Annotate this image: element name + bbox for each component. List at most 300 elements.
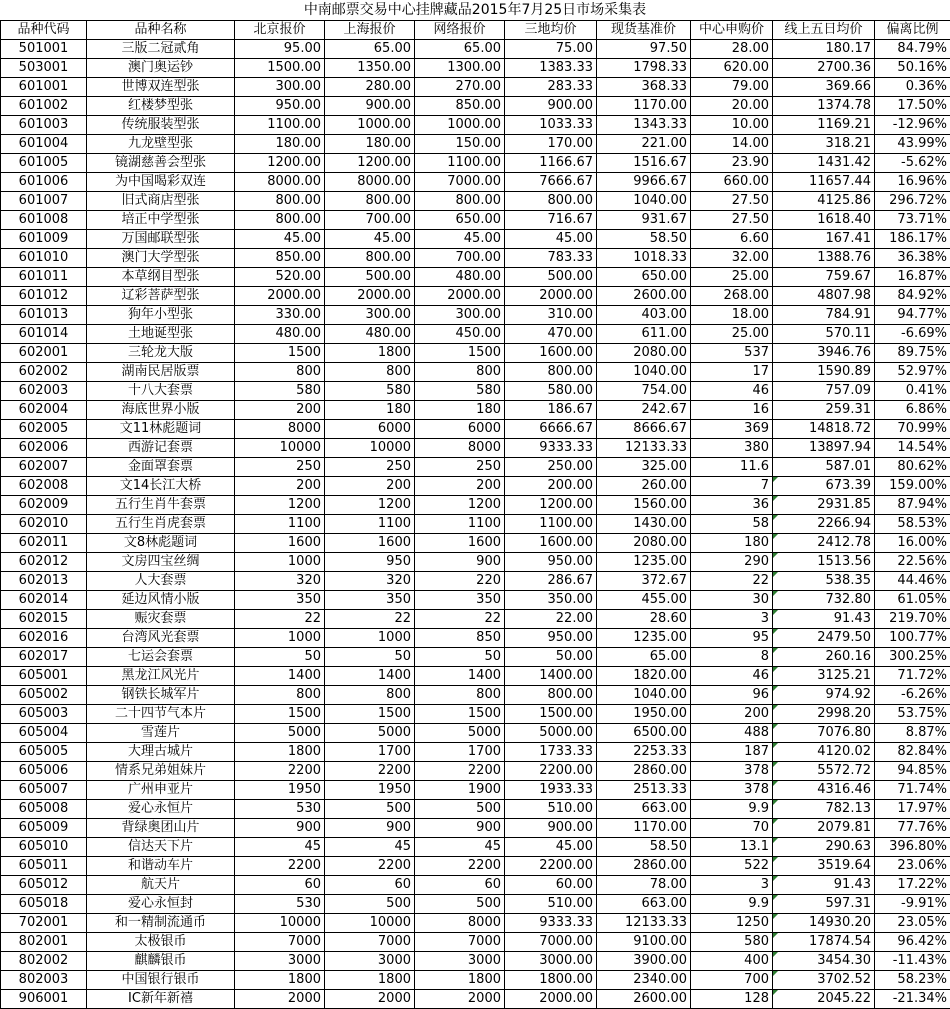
cell-beijing[interactable]: 1100.00 xyxy=(235,116,325,135)
cell-three-avg[interactable]: 510.00 xyxy=(505,895,597,914)
cell-subscribe[interactable]: 580 xyxy=(691,933,773,952)
cell-name[interactable]: 狗年小型张 xyxy=(87,306,235,325)
cell-deviation[interactable]: 8.87% xyxy=(875,724,950,743)
cell-three-avg[interactable]: 783.33 xyxy=(505,249,597,268)
cell-code[interactable]: 605002 xyxy=(1,686,87,705)
cell-subscribe[interactable]: 17 xyxy=(691,363,773,382)
cell-subscribe[interactable]: 27.50 xyxy=(691,211,773,230)
cell-three-avg[interactable]: 2200.00 xyxy=(505,857,597,876)
cell-name[interactable]: 和谐动车片 xyxy=(87,857,235,876)
cell-deviation[interactable]: 17.50% xyxy=(875,97,950,116)
cell-three-avg[interactable]: 45.00 xyxy=(505,230,597,249)
cell-shanghai[interactable]: 45.00 xyxy=(325,230,415,249)
cell-beijing[interactable]: 1400 xyxy=(235,667,325,686)
cell-shanghai[interactable]: 800.00 xyxy=(325,192,415,211)
cell-three-avg[interactable]: 1500.00 xyxy=(505,705,597,724)
cell-three-avg[interactable]: 1383.33 xyxy=(505,59,597,78)
cell-five-day[interactable]: 1374.78 xyxy=(773,97,875,116)
cell-name[interactable]: 本草纲目型张 xyxy=(87,268,235,287)
cell-online[interactable]: 800 xyxy=(415,363,505,382)
cell-shanghai[interactable]: 700.00 xyxy=(325,211,415,230)
cell-deviation[interactable]: 23.06% xyxy=(875,857,950,876)
cell-deviation[interactable]: 159.00% xyxy=(875,477,950,496)
cell-online[interactable]: 50 xyxy=(415,648,505,667)
cell-online[interactable]: 8000 xyxy=(415,914,505,933)
cell-name[interactable]: 爱心永恒片 xyxy=(87,800,235,819)
cell-beijing[interactable]: 330.00 xyxy=(235,306,325,325)
cell-beijing[interactable]: 350 xyxy=(235,591,325,610)
cell-beijing[interactable]: 1500.00 xyxy=(235,59,325,78)
cell-deviation[interactable]: 296.72% xyxy=(875,192,950,211)
cell-code[interactable]: 601004 xyxy=(1,135,87,154)
cell-three-avg[interactable]: 3000.00 xyxy=(505,952,597,971)
cell-name[interactable]: 文14长江大桥 xyxy=(87,477,235,496)
cell-five-day[interactable]: 3125.21 xyxy=(773,667,875,686)
cell-five-day[interactable]: 1590.89 xyxy=(773,363,875,382)
cell-three-avg[interactable]: 9333.33 xyxy=(505,439,597,458)
cell-shanghai[interactable]: 500 xyxy=(325,895,415,914)
cell-name[interactable]: 麒麟银币 xyxy=(87,952,235,971)
cell-name[interactable]: 文8林彪题词 xyxy=(87,534,235,553)
cell-name[interactable]: 土地诞型张 xyxy=(87,325,235,344)
cell-base[interactable]: 1040.00 xyxy=(597,363,691,382)
cell-subscribe[interactable]: 200 xyxy=(691,705,773,724)
cell-deviation[interactable]: 89.75% xyxy=(875,344,950,363)
cell-base[interactable]: 663.00 xyxy=(597,895,691,914)
header-three-avg[interactable]: 三地均价 xyxy=(505,21,597,40)
cell-online[interactable]: 1400 xyxy=(415,667,505,686)
cell-five-day[interactable]: 2931.85 xyxy=(773,496,875,515)
cell-code[interactable]: 602015 xyxy=(1,610,87,629)
cell-deviation[interactable]: 53.75% xyxy=(875,705,950,724)
cell-five-day[interactable]: 180.17 xyxy=(773,40,875,59)
cell-shanghai[interactable]: 950 xyxy=(325,553,415,572)
cell-online[interactable]: 480.00 xyxy=(415,268,505,287)
cell-online[interactable]: 450.00 xyxy=(415,325,505,344)
cell-online[interactable]: 900 xyxy=(415,553,505,572)
cell-base[interactable]: 2340.00 xyxy=(597,971,691,990)
cell-online[interactable]: 1800 xyxy=(415,971,505,990)
cell-beijing[interactable]: 45.00 xyxy=(235,230,325,249)
cell-deviation[interactable]: 71.74% xyxy=(875,781,950,800)
cell-five-day[interactable]: 1513.56 xyxy=(773,553,875,572)
cell-deviation[interactable]: 50.16% xyxy=(875,59,950,78)
cell-code[interactable]: 602010 xyxy=(1,515,87,534)
cell-name[interactable]: 台湾风光套票 xyxy=(87,629,235,648)
cell-name[interactable]: 万国邮联型张 xyxy=(87,230,235,249)
cell-code[interactable]: 605009 xyxy=(1,819,87,838)
cell-three-avg[interactable]: 1933.33 xyxy=(505,781,597,800)
cell-subscribe[interactable]: 369 xyxy=(691,420,773,439)
cell-five-day[interactable]: 759.67 xyxy=(773,268,875,287)
cell-subscribe[interactable]: 620.00 xyxy=(691,59,773,78)
cell-five-day[interactable]: 259.31 xyxy=(773,401,875,420)
cell-subscribe[interactable]: 79.00 xyxy=(691,78,773,97)
cell-code[interactable]: 906001 xyxy=(1,990,87,1009)
cell-name[interactable]: 红楼梦型张 xyxy=(87,97,235,116)
cell-online[interactable]: 180 xyxy=(415,401,505,420)
cell-beijing[interactable]: 1000 xyxy=(235,629,325,648)
cell-code[interactable]: 605018 xyxy=(1,895,87,914)
cell-online[interactable]: 700.00 xyxy=(415,249,505,268)
cell-subscribe[interactable]: 378 xyxy=(691,762,773,781)
cell-online[interactable]: 1600 xyxy=(415,534,505,553)
cell-three-avg[interactable]: 500.00 xyxy=(505,268,597,287)
cell-online[interactable]: 1500 xyxy=(415,344,505,363)
cell-three-avg[interactable]: 2000.00 xyxy=(505,990,597,1009)
cell-shanghai[interactable]: 50 xyxy=(325,648,415,667)
cell-five-day[interactable]: 4120.02 xyxy=(773,743,875,762)
cell-base[interactable]: 6500.00 xyxy=(597,724,691,743)
cell-beijing[interactable]: 95.00 xyxy=(235,40,325,59)
cell-subscribe[interactable]: 13.1 xyxy=(691,838,773,857)
cell-shanghai[interactable]: 6000 xyxy=(325,420,415,439)
cell-beijing[interactable]: 800.00 xyxy=(235,211,325,230)
cell-base[interactable]: 78.00 xyxy=(597,876,691,895)
cell-shanghai[interactable]: 1500 xyxy=(325,705,415,724)
cell-deviation[interactable]: 82.84% xyxy=(875,743,950,762)
cell-deviation[interactable]: 300.25% xyxy=(875,648,950,667)
cell-name[interactable]: 赈灾套票 xyxy=(87,610,235,629)
cell-subscribe[interactable]: 11.6 xyxy=(691,458,773,477)
cell-base[interactable]: 1430.00 xyxy=(597,515,691,534)
cell-five-day[interactable]: 5572.72 xyxy=(773,762,875,781)
cell-three-avg[interactable]: 1600.00 xyxy=(505,344,597,363)
cell-five-day[interactable]: 974.92 xyxy=(773,686,875,705)
cell-five-day[interactable]: 587.01 xyxy=(773,458,875,477)
cell-deviation[interactable]: 84.79% xyxy=(875,40,950,59)
cell-subscribe[interactable]: 18.00 xyxy=(691,306,773,325)
cell-shanghai[interactable]: 1200 xyxy=(325,496,415,515)
cell-beijing[interactable]: 320 xyxy=(235,572,325,591)
cell-name[interactable]: 旧式商店型张 xyxy=(87,192,235,211)
cell-five-day[interactable]: 2266.94 xyxy=(773,515,875,534)
cell-five-day[interactable]: 17874.54 xyxy=(773,933,875,952)
cell-base[interactable]: 650.00 xyxy=(597,268,691,287)
cell-three-avg[interactable]: 800.00 xyxy=(505,363,597,382)
cell-beijing[interactable]: 1000 xyxy=(235,553,325,572)
cell-base[interactable]: 1235.00 xyxy=(597,629,691,648)
cell-online[interactable]: 5000 xyxy=(415,724,505,743)
cell-shanghai[interactable]: 900 xyxy=(325,819,415,838)
cell-name[interactable]: 金面罩套票 xyxy=(87,458,235,477)
cell-shanghai[interactable]: 10000 xyxy=(325,914,415,933)
cell-online[interactable]: 150.00 xyxy=(415,135,505,154)
cell-online[interactable]: 1700 xyxy=(415,743,505,762)
cell-beijing[interactable]: 7000 xyxy=(235,933,325,952)
cell-subscribe[interactable]: 95 xyxy=(691,629,773,648)
cell-beijing[interactable]: 900 xyxy=(235,819,325,838)
cell-online[interactable]: 7000.00 xyxy=(415,173,505,192)
cell-shanghai[interactable]: 250 xyxy=(325,458,415,477)
cell-subscribe[interactable]: 7 xyxy=(691,477,773,496)
cell-shanghai[interactable]: 1000.00 xyxy=(325,116,415,135)
cell-online[interactable]: 220 xyxy=(415,572,505,591)
cell-five-day[interactable]: 13897.94 xyxy=(773,439,875,458)
cell-deviation[interactable]: 58.23% xyxy=(875,971,950,990)
cell-beijing[interactable]: 8000.00 xyxy=(235,173,325,192)
cell-beijing[interactable]: 3000 xyxy=(235,952,325,971)
cell-online[interactable]: 7000 xyxy=(415,933,505,952)
cell-five-day[interactable]: 4125.86 xyxy=(773,192,875,211)
cell-shanghai[interactable]: 800 xyxy=(325,686,415,705)
cell-three-avg[interactable]: 1800.00 xyxy=(505,971,597,990)
cell-shanghai[interactable]: 300.00 xyxy=(325,306,415,325)
cell-five-day[interactable]: 2079.81 xyxy=(773,819,875,838)
cell-deviation[interactable]: 44.46% xyxy=(875,572,950,591)
cell-three-avg[interactable]: 50.00 xyxy=(505,648,597,667)
cell-beijing[interactable]: 45 xyxy=(235,838,325,857)
cell-online[interactable]: 850 xyxy=(415,629,505,648)
cell-beijing[interactable]: 1200.00 xyxy=(235,154,325,173)
cell-base[interactable]: 8666.67 xyxy=(597,420,691,439)
cell-beijing[interactable]: 1800 xyxy=(235,743,325,762)
cell-five-day[interactable]: 91.43 xyxy=(773,876,875,895)
cell-code[interactable]: 601003 xyxy=(1,116,87,135)
cell-base[interactable]: 1798.33 xyxy=(597,59,691,78)
cell-three-avg[interactable]: 22.00 xyxy=(505,610,597,629)
cell-shanghai[interactable]: 1000 xyxy=(325,629,415,648)
cell-deviation[interactable]: -11.43% xyxy=(875,952,950,971)
header-five-day[interactable]: 线上五日均价 xyxy=(773,21,875,40)
cell-subscribe[interactable]: 20.00 xyxy=(691,97,773,116)
cell-code[interactable]: 601011 xyxy=(1,268,87,287)
cell-code[interactable]: 601010 xyxy=(1,249,87,268)
cell-online[interactable]: 3000 xyxy=(415,952,505,971)
cell-deviation[interactable]: 16.00% xyxy=(875,534,950,553)
cell-deviation[interactable]: 80.62% xyxy=(875,458,950,477)
cell-deviation[interactable]: 6.86% xyxy=(875,401,950,420)
cell-online[interactable]: 65.00 xyxy=(415,40,505,59)
cell-five-day[interactable]: 167.41 xyxy=(773,230,875,249)
cell-beijing[interactable]: 180.00 xyxy=(235,135,325,154)
cell-code[interactable]: 601007 xyxy=(1,192,87,211)
cell-five-day[interactable]: 4316.46 xyxy=(773,781,875,800)
cell-five-day[interactable]: 782.13 xyxy=(773,800,875,819)
cell-five-day[interactable]: 2700.36 xyxy=(773,59,875,78)
cell-base[interactable]: 58.50 xyxy=(597,838,691,857)
cell-base[interactable]: 1040.00 xyxy=(597,686,691,705)
cell-five-day[interactable]: 3702.52 xyxy=(773,971,875,990)
cell-deviation[interactable]: 17.97% xyxy=(875,800,950,819)
cell-three-avg[interactable]: 470.00 xyxy=(505,325,597,344)
cell-online[interactable]: 250 xyxy=(415,458,505,477)
cell-subscribe[interactable]: 10.00 xyxy=(691,116,773,135)
cell-shanghai[interactable]: 350 xyxy=(325,591,415,610)
cell-base[interactable]: 2080.00 xyxy=(597,534,691,553)
cell-three-avg[interactable]: 1600.00 xyxy=(505,534,597,553)
cell-name[interactable]: 文11林彪题词 xyxy=(87,420,235,439)
cell-base[interactable]: 368.33 xyxy=(597,78,691,97)
cell-three-avg[interactable]: 310.00 xyxy=(505,306,597,325)
cell-base[interactable]: 2080.00 xyxy=(597,344,691,363)
cell-shanghai[interactable]: 7000 xyxy=(325,933,415,952)
cell-base[interactable]: 325.00 xyxy=(597,458,691,477)
cell-name[interactable]: 人大套票 xyxy=(87,572,235,591)
cell-shanghai[interactable]: 800 xyxy=(325,363,415,382)
cell-beijing[interactable]: 800 xyxy=(235,363,325,382)
cell-beijing[interactable]: 5000 xyxy=(235,724,325,743)
cell-five-day[interactable]: 7076.80 xyxy=(773,724,875,743)
cell-shanghai[interactable]: 800.00 xyxy=(325,249,415,268)
cell-base[interactable]: 372.67 xyxy=(597,572,691,591)
cell-code[interactable]: 602007 xyxy=(1,458,87,477)
cell-base[interactable]: 1235.00 xyxy=(597,553,691,572)
cell-deviation[interactable]: -6.69% xyxy=(875,325,950,344)
cell-base[interactable]: 1343.33 xyxy=(597,116,691,135)
cell-three-avg[interactable]: 1733.33 xyxy=(505,743,597,762)
cell-beijing[interactable]: 1600 xyxy=(235,534,325,553)
cell-shanghai[interactable]: 1700 xyxy=(325,743,415,762)
cell-five-day[interactable]: 2479.50 xyxy=(773,629,875,648)
cell-online[interactable]: 500 xyxy=(415,895,505,914)
cell-name[interactable]: 爱心永恒封 xyxy=(87,895,235,914)
cell-base[interactable]: 1170.00 xyxy=(597,97,691,116)
cell-deviation[interactable]: -12.96% xyxy=(875,116,950,135)
header-shanghai[interactable]: 上海报价 xyxy=(325,21,415,40)
cell-shanghai[interactable]: 2200 xyxy=(325,762,415,781)
cell-three-avg[interactable]: 580.00 xyxy=(505,382,597,401)
cell-subscribe[interactable]: 25.00 xyxy=(691,325,773,344)
cell-shanghai[interactable]: 1100 xyxy=(325,515,415,534)
cell-base[interactable]: 221.00 xyxy=(597,135,691,154)
cell-three-avg[interactable]: 186.67 xyxy=(505,401,597,420)
cell-base[interactable]: 611.00 xyxy=(597,325,691,344)
header-code[interactable]: 品种代码 xyxy=(1,21,87,40)
cell-subscribe[interactable]: 488 xyxy=(691,724,773,743)
cell-shanghai[interactable]: 180 xyxy=(325,401,415,420)
cell-shanghai[interactable]: 320 xyxy=(325,572,415,591)
cell-deviation[interactable]: 100.77% xyxy=(875,629,950,648)
cell-online[interactable]: 850.00 xyxy=(415,97,505,116)
cell-beijing[interactable]: 1100 xyxy=(235,515,325,534)
cell-base[interactable]: 12133.33 xyxy=(597,439,691,458)
cell-base[interactable]: 931.67 xyxy=(597,211,691,230)
cell-code[interactable]: 503001 xyxy=(1,59,87,78)
cell-three-avg[interactable]: 800.00 xyxy=(505,192,597,211)
cell-deviation[interactable]: 186.17% xyxy=(875,230,950,249)
cell-subscribe[interactable]: 27.50 xyxy=(691,192,773,211)
cell-online[interactable]: 350 xyxy=(415,591,505,610)
cell-code[interactable]: 602009 xyxy=(1,496,87,515)
cell-name[interactable]: IC新年新禧 xyxy=(87,990,235,1009)
cell-shanghai[interactable]: 480.00 xyxy=(325,325,415,344)
cell-code[interactable]: 602011 xyxy=(1,534,87,553)
cell-three-avg[interactable]: 45.00 xyxy=(505,838,597,857)
cell-online[interactable]: 800 xyxy=(415,686,505,705)
cell-beijing[interactable]: 520.00 xyxy=(235,268,325,287)
cell-beijing[interactable]: 1500 xyxy=(235,344,325,363)
cell-three-avg[interactable]: 7666.67 xyxy=(505,173,597,192)
cell-name[interactable]: 七运会套票 xyxy=(87,648,235,667)
cell-shanghai[interactable]: 280.00 xyxy=(325,78,415,97)
cell-name[interactable]: 三轮龙大版 xyxy=(87,344,235,363)
cell-five-day[interactable]: 2998.20 xyxy=(773,705,875,724)
cell-five-day[interactable]: 260.16 xyxy=(773,648,875,667)
cell-code[interactable]: 601014 xyxy=(1,325,87,344)
cell-name[interactable]: 十八大套票 xyxy=(87,382,235,401)
cell-beijing[interactable]: 950.00 xyxy=(235,97,325,116)
cell-beijing[interactable]: 2200 xyxy=(235,857,325,876)
cell-base[interactable]: 1018.33 xyxy=(597,249,691,268)
cell-shanghai[interactable]: 1800 xyxy=(325,344,415,363)
cell-code[interactable]: 602013 xyxy=(1,572,87,591)
cell-three-avg[interactable]: 2200.00 xyxy=(505,762,597,781)
cell-beijing[interactable]: 1950 xyxy=(235,781,325,800)
cell-three-avg[interactable]: 350.00 xyxy=(505,591,597,610)
cell-five-day[interactable]: 4807.98 xyxy=(773,287,875,306)
cell-code[interactable]: 601009 xyxy=(1,230,87,249)
cell-base[interactable]: 2513.33 xyxy=(597,781,691,800)
cell-code[interactable]: 702001 xyxy=(1,914,87,933)
cell-code[interactable]: 602012 xyxy=(1,553,87,572)
cell-online[interactable]: 2000 xyxy=(415,990,505,1009)
cell-base[interactable]: 403.00 xyxy=(597,306,691,325)
cell-name[interactable]: 传统服装型张 xyxy=(87,116,235,135)
cell-beijing[interactable]: 850.00 xyxy=(235,249,325,268)
cell-code[interactable]: 802003 xyxy=(1,971,87,990)
cell-name[interactable]: 世博双连型张 xyxy=(87,78,235,97)
cell-code[interactable]: 601012 xyxy=(1,287,87,306)
cell-three-avg[interactable]: 1200.00 xyxy=(505,496,597,515)
cell-base[interactable]: 1950.00 xyxy=(597,705,691,724)
cell-five-day[interactable]: 2045.22 xyxy=(773,990,875,1009)
cell-three-avg[interactable]: 1166.67 xyxy=(505,154,597,173)
cell-subscribe[interactable]: 96 xyxy=(691,686,773,705)
cell-shanghai[interactable]: 8000.00 xyxy=(325,173,415,192)
cell-online[interactable]: 270.00 xyxy=(415,78,505,97)
cell-base[interactable]: 754.00 xyxy=(597,382,691,401)
cell-three-avg[interactable]: 900.00 xyxy=(505,819,597,838)
cell-three-avg[interactable]: 5000.00 xyxy=(505,724,597,743)
cell-beijing[interactable]: 22 xyxy=(235,610,325,629)
cell-name[interactable]: 大理古城片 xyxy=(87,743,235,762)
cell-name[interactable]: 三版二冠贰角 xyxy=(87,40,235,59)
cell-five-day[interactable]: 1169.21 xyxy=(773,116,875,135)
cell-subscribe[interactable]: 537 xyxy=(691,344,773,363)
cell-base[interactable]: 2860.00 xyxy=(597,762,691,781)
cell-subscribe[interactable]: 268.00 xyxy=(691,287,773,306)
cell-deviation[interactable]: 94.85% xyxy=(875,762,950,781)
cell-name[interactable]: 九龙壁型张 xyxy=(87,135,235,154)
cell-three-avg[interactable]: 950.00 xyxy=(505,629,597,648)
cell-beijing[interactable]: 200 xyxy=(235,477,325,496)
cell-online[interactable]: 1200 xyxy=(415,496,505,515)
cell-five-day[interactable]: 14930.20 xyxy=(773,914,875,933)
cell-three-avg[interactable]: 1033.33 xyxy=(505,116,597,135)
cell-base[interactable]: 65.00 xyxy=(597,648,691,667)
cell-base[interactable]: 97.50 xyxy=(597,40,691,59)
cell-name[interactable]: 辽彩菩萨型张 xyxy=(87,287,235,306)
header-beijing[interactable]: 北京报价 xyxy=(235,21,325,40)
cell-online[interactable]: 6000 xyxy=(415,420,505,439)
cell-subscribe[interactable]: 378 xyxy=(691,781,773,800)
cell-code[interactable]: 605011 xyxy=(1,857,87,876)
cell-deviation[interactable]: 73.71% xyxy=(875,211,950,230)
cell-three-avg[interactable]: 200.00 xyxy=(505,477,597,496)
cell-name[interactable]: 航天片 xyxy=(87,876,235,895)
cell-shanghai[interactable]: 900.00 xyxy=(325,97,415,116)
cell-three-avg[interactable]: 800.00 xyxy=(505,686,597,705)
cell-subscribe[interactable]: 187 xyxy=(691,743,773,762)
cell-deviation[interactable]: 87.94% xyxy=(875,496,950,515)
cell-three-avg[interactable]: 2000.00 xyxy=(505,287,597,306)
cell-shanghai[interactable]: 580 xyxy=(325,382,415,401)
cell-shanghai[interactable]: 1950 xyxy=(325,781,415,800)
cell-three-avg[interactable]: 900.00 xyxy=(505,97,597,116)
cell-name[interactable]: 文房四宝丝绸 xyxy=(87,553,235,572)
cell-online[interactable]: 580 xyxy=(415,382,505,401)
